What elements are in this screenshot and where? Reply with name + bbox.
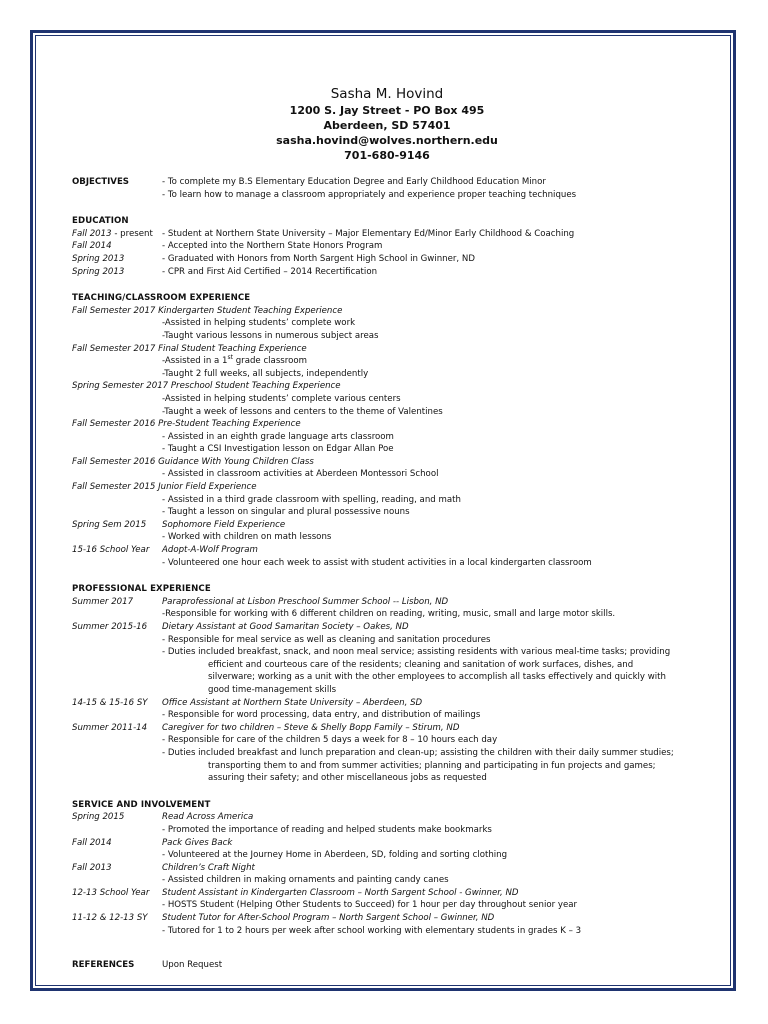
teaching-detail: - Volunteered one hour each week to assist with student activities in a local kindergarten classroom (162, 557, 592, 568)
resume (72, 86, 702, 972)
education-row (72, 228, 702, 241)
professional-section (72, 583, 702, 785)
job-detail-wrap: transporting them to and from summer activities; planning and participating in fun projects and games; (208, 760, 656, 771)
teaching-entry-header: Fall Semester 2016 Guidance With Young Children Class (72, 456, 314, 467)
objectives-section (72, 176, 702, 201)
service-section (72, 799, 702, 938)
job-detail-wrap: good time-management skills (208, 684, 337, 695)
service-entry (72, 862, 702, 875)
email-address: sasha.hovind@wolves.northern.edu (276, 134, 498, 147)
job-title: Dietary Assistant at Good Samaritan Society – Oakes, ND (162, 622, 409, 632)
applicant-name: Sasha M. Hovind (330, 86, 444, 102)
education-row (72, 253, 702, 266)
education-section (72, 215, 702, 278)
education-row (72, 240, 702, 253)
objectives-heading: OBJECTIVES (72, 177, 130, 187)
service-date: Spring 2015 (72, 812, 125, 823)
professional-heading: PROFESSIONAL EXPERIENCE (72, 584, 211, 595)
education-date: Fall 2013 (72, 228, 112, 239)
education-text: - Accepted into the Northern State Honors Program (162, 241, 383, 252)
service-entry (72, 912, 702, 925)
teaching-title: Adopt-A-Wolf Program (162, 545, 258, 556)
teaching-detail: -Taught a week of lessons and centers to the theme of Valentines (162, 406, 443, 417)
teaching-entry-header: Fall Semester 2015 Junior Field Experience (72, 482, 257, 493)
teaching-heading: TEACHING/CLASSROOM EXPERIENCE (72, 293, 251, 304)
education-date-suffix: - present (111, 228, 153, 239)
education-text: - Student at Northern State University – Major Elementary Ed/Minor Early Childhood & Coaching (162, 228, 575, 239)
phone-number: 701-680-9146 (344, 149, 430, 162)
teaching-detail: - Assisted in a third grade classroom with spelling, reading, and math (162, 494, 461, 505)
service-detail: - Assisted children in making ornaments and painting candy canes (162, 875, 449, 886)
teaching-entry (72, 519, 702, 532)
teaching-detail: - Worked with children on math lessons (162, 532, 332, 543)
job-title: Office Assistant at Northern State University – Aberdeen, SD (162, 697, 423, 708)
service-title: Student Tutor for After-School Program – North Sargent School – Gwinner, ND (162, 913, 495, 924)
teaching-entry-header: Fall Semester 2017 Final Student Teaching Experience (72, 343, 307, 354)
education-text: - Graduated with Honors from North Sargent High School in Gwinner, ND (162, 253, 475, 264)
street-address: 1200 S. Jay Street - PO Box 495 (289, 104, 485, 117)
service-date: 11-12 & 12-13 SY (72, 913, 148, 924)
job-title: Caregiver for two children – Steve & Shelly Bopp Family – Stirum, ND (162, 722, 460, 733)
service-title: Student Assistant in Kindergarten Classroom – North Sargent School - Gwinner, ND (162, 887, 519, 898)
teaching-detail: - Taught a lesson on singular and plural possessive nouns (162, 507, 410, 518)
service-title: Read Across America (162, 812, 254, 823)
city-state-zip: Aberdeen, SD 57401 (323, 119, 451, 132)
teaching-entry-header: Spring Semester 2017 Preschool Student Teaching Experience (72, 381, 341, 392)
objective-line: - To complete my B.S Elementary Education Degree and Early Childhood Education Minor (162, 177, 546, 187)
teaching-date: Spring Sem 2015 (72, 519, 147, 530)
job-detail-wrap: efficient and courteous care of the residents; cleaning and sanitation of work surfaces, dishes, and (208, 659, 634, 670)
job-detail: -Responsible for working with 6 different children on reading, writing, music, small and large motor skills. (162, 609, 616, 620)
teaching-detail: -Assisted in helping students’ complete various centers (162, 393, 401, 404)
service-entry (72, 811, 702, 824)
service-detail: - HOSTS Student (Helping Other Students to Succeed) for 1 hour per day throughout senior year (162, 900, 578, 911)
education-heading: EDUCATION (72, 216, 129, 227)
teaching-date: 15-16 School Year (72, 545, 150, 556)
service-date: Fall 2013 (72, 862, 112, 873)
job-date: Summer 2011-14 (72, 722, 148, 733)
service-heading: SERVICE AND INVOLVEMENT (72, 799, 211, 810)
teaching-detail: -Taught 2 full weeks, all subjects, independently (162, 368, 369, 379)
education-date: Spring 2013 (72, 253, 125, 264)
education-date: Fall 2014 (72, 241, 112, 252)
service-entry (72, 887, 702, 900)
teaching-entry-header: Fall Semester 2017 Kindergarten Student Teaching Experience (72, 305, 343, 316)
teaching-detail: -Assisted in helping students’ complete work (162, 318, 356, 329)
job-date: Summer 2015-16 (72, 622, 148, 632)
teaching-detail: -Assisted in a 1st grade classroom (162, 354, 308, 367)
job-date: Summer 2017 (72, 596, 134, 607)
teaching-detail: - Assisted in classroom activities at Aberdeen Montessori School (162, 469, 439, 480)
service-entry (72, 837, 702, 850)
teaching-entry (72, 544, 702, 557)
job-detail: - Responsible for meal service as well as cleaning and sanitation procedures (162, 634, 491, 645)
job-detail: - Duties included breakfast and lunch preparation and clean-up; assisting the children with their daily summer studies; (162, 747, 674, 758)
education-date: Spring 2013 (72, 266, 125, 277)
references-section (72, 959, 702, 972)
service-date: Fall 2014 (72, 837, 112, 848)
job-detail: - Responsible for care of the children 5 days a week for 8 – 10 hours each day (162, 735, 498, 746)
job-entry (72, 621, 702, 634)
teaching-title: Sophomore Field Experience (162, 519, 286, 530)
teaching-entry-header: Fall Semester 2016 Pre-Student Teaching Experience (72, 419, 301, 430)
teaching-detail: - Assisted in an eighth grade language arts classroom (162, 431, 394, 442)
job-entry (72, 722, 702, 735)
job-entry (72, 596, 702, 609)
objective-line: - To learn how to manage a classroom appropriately and experience proper teaching techniques (162, 189, 577, 200)
job-detail-wrap: assuring their safety; and other miscellaneous jobs as requested (208, 773, 487, 784)
education-row (72, 266, 702, 279)
job-detail: - Responsible for word processing, data entry, and distribution of mailings (162, 710, 481, 721)
job-entry (72, 697, 702, 710)
service-detail: - Promoted the importance of reading and helped students make bookmarks (162, 824, 492, 835)
resume-header (72, 86, 702, 163)
job-title: Paraprofessional at Lisbon Preschool Summer School -- Lisbon, ND (162, 596, 449, 607)
teaching-section (72, 292, 702, 569)
service-detail: - Tutored for 1 to 2 hours per week after school working with elementary students in grades K – 3 (162, 925, 582, 936)
teaching-detail: - Taught a CSI Investigation lesson on Edgar Allan Poe (162, 444, 394, 455)
service-title: Pack Gives Back (162, 837, 233, 848)
references-heading: REFERENCES (72, 960, 135, 971)
service-detail: - Volunteered at the Journey Home in Aberdeen, SD, folding and sorting clothing (162, 850, 508, 861)
teaching-detail: -Taught various lessons in numerous subject areas (162, 330, 379, 341)
job-date: 14-15 & 15-16 SY (72, 697, 148, 708)
service-date: 12-13 School Year (72, 887, 150, 898)
references-value: Upon Request (162, 960, 223, 971)
job-detail-wrap: silverware; working as a unit with the other employees to accomplish all tasks effectively and quickly with (208, 672, 666, 683)
job-detail: - Duties included breakfast, snack, and noon meal service; assisting residents with various meal-time tasks; providing (162, 647, 671, 658)
service-title: Children’s Craft Night (162, 862, 255, 873)
education-text: - CPR and First Aid Certified – 2014 Recertification (162, 266, 378, 277)
